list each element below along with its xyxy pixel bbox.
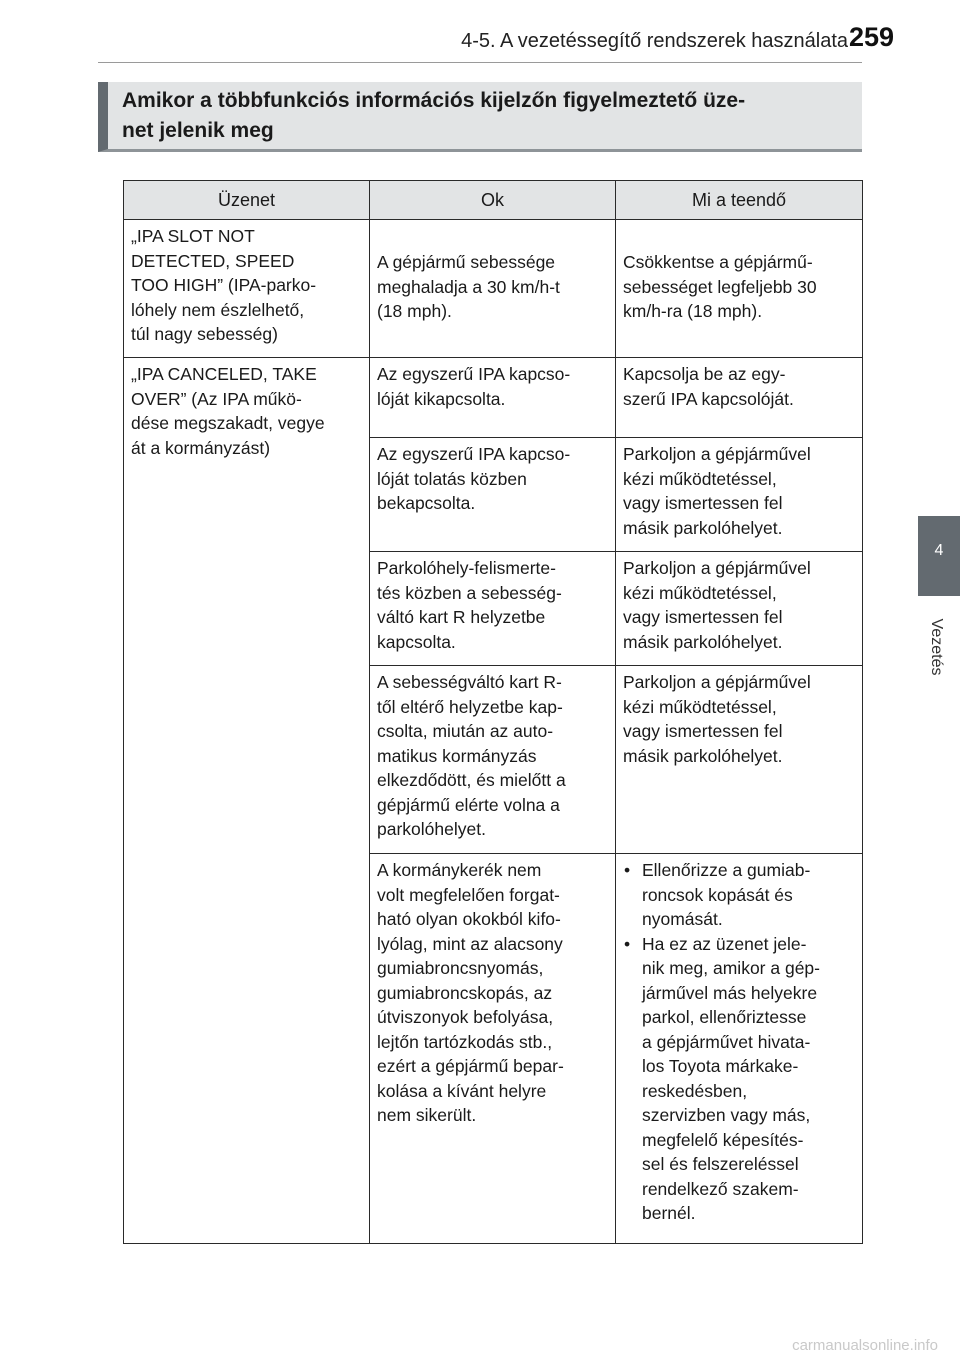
cause-cell: A kormánykerék nem volt megfelelően forgat- ható olyan okokból kifo- lyólag, mint az alacsony gumiabroncsnyomás, gumiabroncskopás, az útviszonyok befolyása, lejtőn tartózkodás stb., ezért a gépjármű bepar- kolása a kívánt helyre nem sikerült. <box>370 854 616 1244</box>
table-row <box>124 220 863 358</box>
chapter-label <box>915 604 957 690</box>
action-cell: Parkoljon a gépjárművel kézi működtetéssel, vagy ismertessen fel másik parkolóhelyet. <box>616 552 863 666</box>
chapter-number: 4 <box>934 542 944 559</box>
action-cell: Kapcsolja be az egy- szerű IPA kapcsolóját. <box>616 358 863 438</box>
column-header-cause: Ok <box>370 181 616 220</box>
action-cell: Parkoljon a gépjárművel kézi működtetéssel, vagy ismertessen fel másik parkolóhelyet. <box>616 438 863 552</box>
page-number: 259 <box>848 22 894 52</box>
message-cell: „IPA CANCELED, TAKE OVER” (Az IPA műkö- dése megszakadt, vegye át a kormányzást) <box>124 358 370 1244</box>
column-header-action: Mi a teendő <box>616 181 863 220</box>
warning-message-table <box>123 180 863 1244</box>
column-header-message: Üzenet <box>124 181 370 220</box>
cause-cell: A sebességváltó kart R- től eltérő helyzetbe kap- csolta, miután az auto- matikus kormányzás elkezdődött, és mielőtt a gépjármű elérte volna a parkolóhelyet. <box>370 666 616 854</box>
watermark: carmanualsonline.info <box>792 1337 938 1354</box>
table-row <box>124 358 863 438</box>
list-item: • Ellenőrizze a gumiab- roncsok kopását és nyomását. <box>623 858 855 932</box>
running-header-title: 4-5. A vezetéssegítő rendszerek használata <box>461 30 848 52</box>
table-header-row <box>124 181 863 220</box>
action-bullet-list <box>623 858 855 1226</box>
action-cell: Parkoljon a gépjárművel kézi működtetéssel, vagy ismertessen fel másik parkolóhelyet. <box>616 666 863 854</box>
list-item: • Ha ez az üzenet jele- nik meg, amikor a gép- járművel más helyekre parkol, ellenőriztesse a gépjárművet hivata- los Toyota márkake- reskedésben, szervizben vagy más, megfelelő képesítés- sel és felszereléssel rendelkező szakem- bernél. <box>623 932 855 1226</box>
action-cell: Csökkentse a gépjármű- sebességet legfeljebb 30 km/h-ra (18 mph). <box>616 220 863 358</box>
message-cell: „IPA SLOT NOT DETECTED, SPEED TOO HIGH” (IPA-parko- lóhely nem észlelhető, túl nagy sebesség) <box>124 220 370 358</box>
cause-cell: Az egyszerű IPA kapcso- lóját kikapcsolta. <box>370 358 616 438</box>
cause-cell: Parkolóhely-felismerte- tés közben a sebesség- váltó kart R helyzetbe kapcsolta. <box>370 552 616 666</box>
cause-cell: A gépjármű sebessége meghaladja a 30 km/h-t (18 mph). <box>370 220 616 358</box>
chapter-label-text: Vezetés <box>928 618 945 676</box>
header-divider <box>98 62 862 63</box>
section-title: Amikor a többfunkciós információs kijelzőn figyelmeztető üze- net jelenik meg <box>122 89 746 142</box>
cause-cell: Az egyszerű IPA kapcso- lóját tolatás közben bekapcsolta. <box>370 438 616 552</box>
action-cell <box>616 854 863 1244</box>
chapter-tab <box>918 516 960 596</box>
section-heading-box <box>98 82 862 152</box>
